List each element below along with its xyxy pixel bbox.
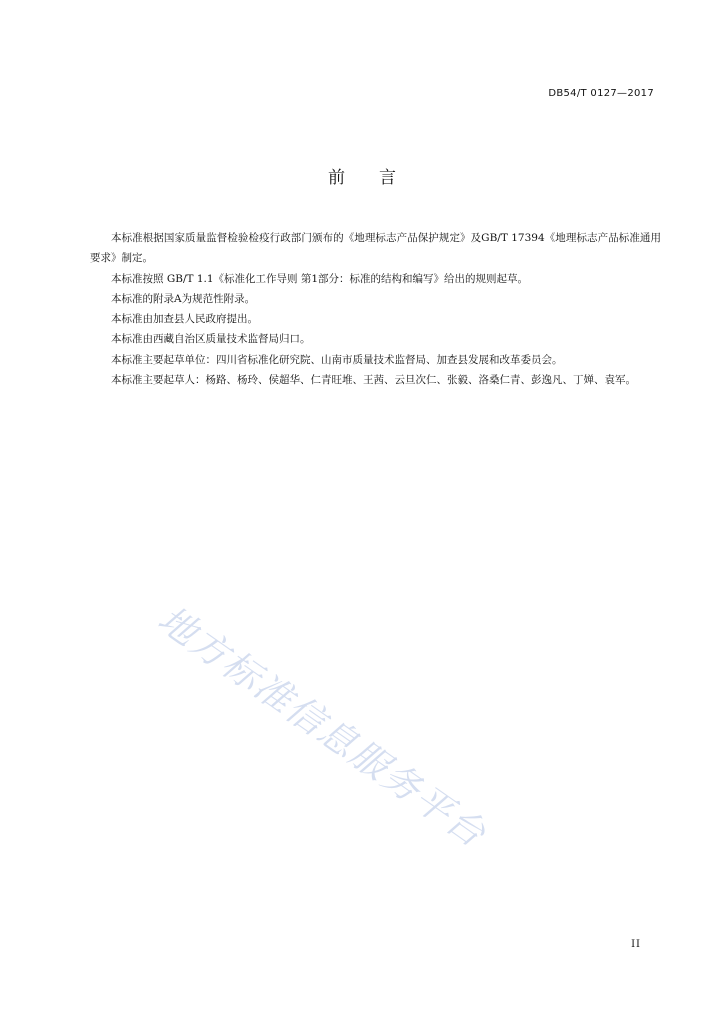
page-number: II: [631, 939, 641, 950]
foreword-body: [90, 228, 661, 390]
watermark: 地方标准信息服务平台: [150, 597, 495, 857]
paragraph-proposer: 本标准由加查县人民政府提出。: [111, 313, 258, 326]
paragraph-appendix: 本标准的附录A为规范性附录。: [111, 292, 256, 305]
paragraph-drafting-rules: 本标准按照 GB/T 1.1《标准化工作导则 第1部分：标准的结构和编写》给出的规则起草。: [111, 272, 529, 285]
page-title: 前言: [328, 168, 430, 188]
paragraph-administrator: 本标准由西藏自治区质量技术监督局归口。: [111, 333, 311, 346]
paragraph-basis: 本标准根据国家质量监督检验检疫行政部门颁布的《地理标志产品保护规定》及GB/T 17394《地理标志产品标准通用要求》制定。: [90, 232, 661, 265]
paragraph-drafters: 本标准主要起草人：杨路、杨玲、侯超华、仁青旺堆、王茜、云旦次仁、张毅、洛桑仁青、彭逸凡、丁婵、袁军。: [111, 374, 636, 387]
document-code: DB54/T 0127—2017: [548, 88, 654, 99]
paragraph-drafting-units: 本标准主要起草单位：四川省标准化研究院、山南市质量技术监督局、加查县发展和改革委员会。: [111, 353, 563, 366]
